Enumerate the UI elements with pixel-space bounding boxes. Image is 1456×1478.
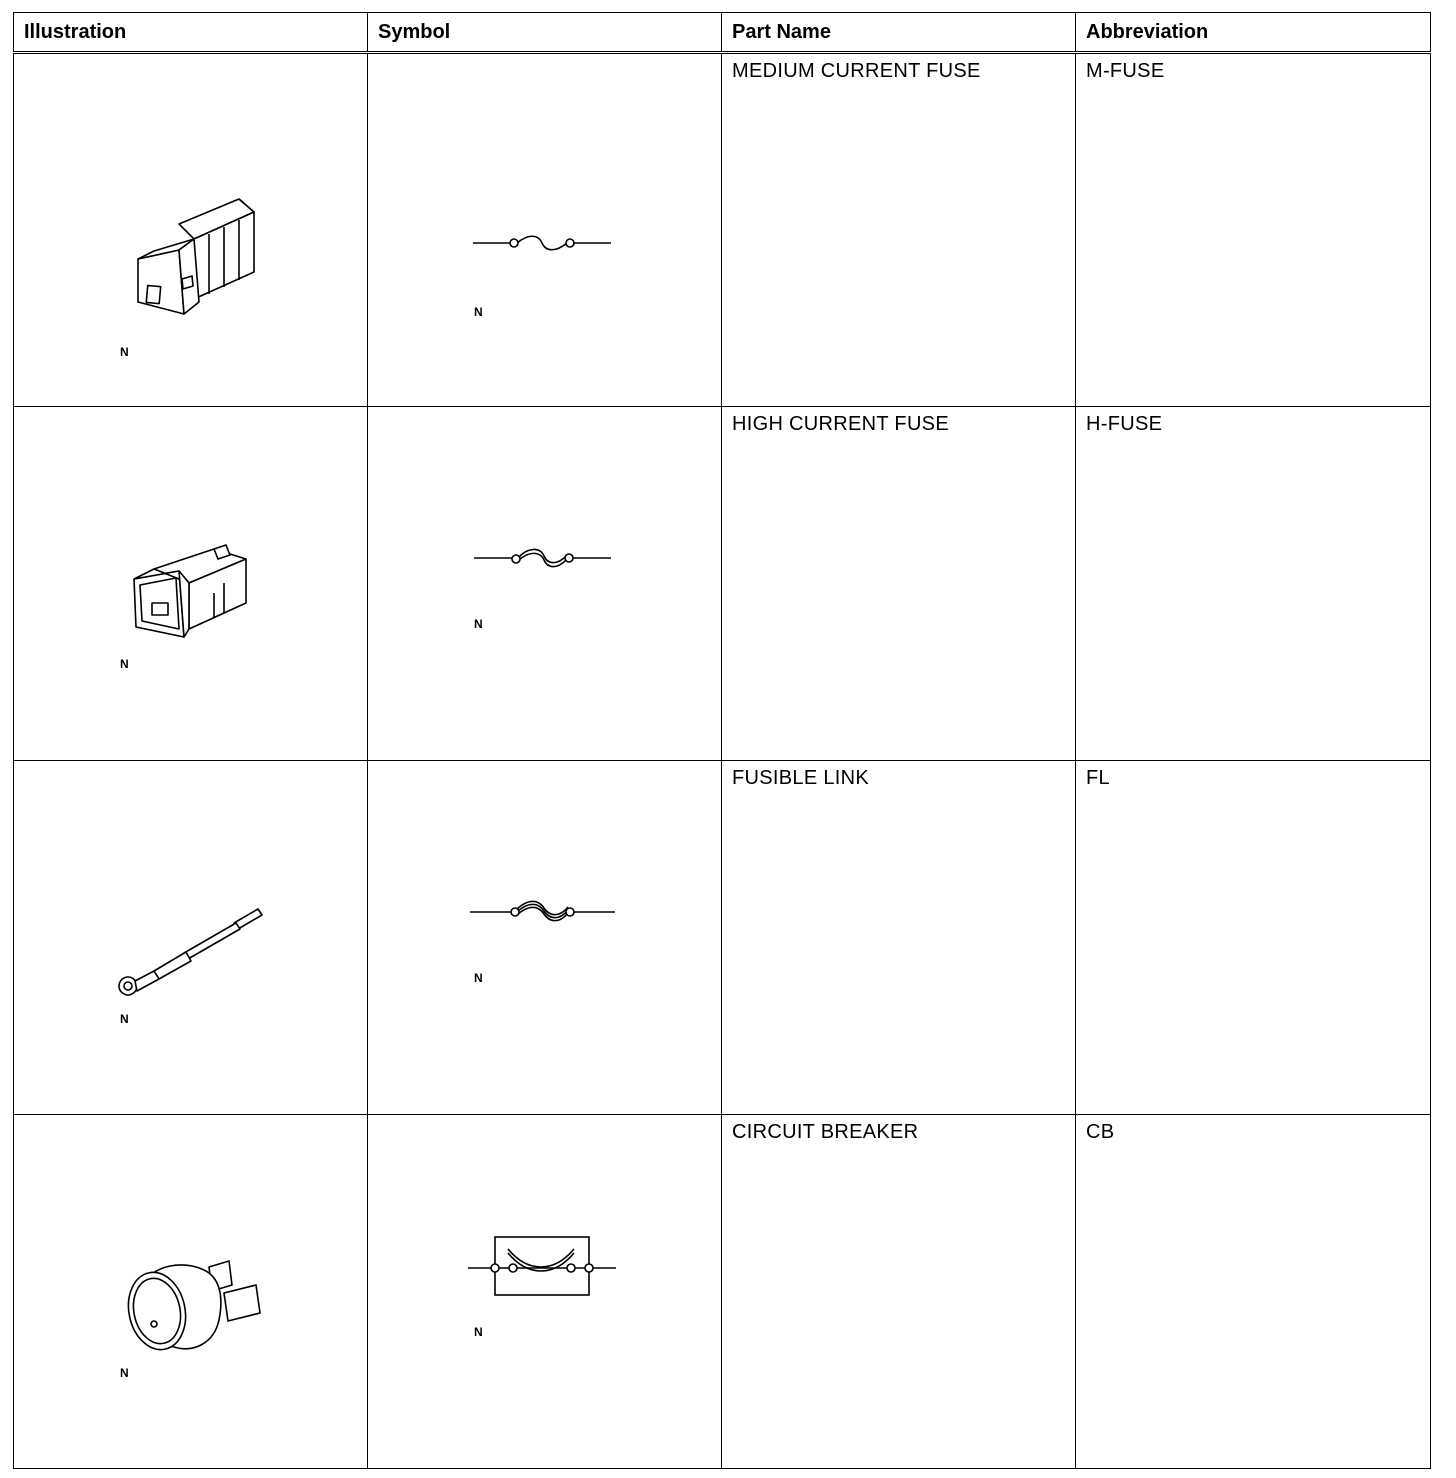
header-illustration: Illustration bbox=[14, 13, 368, 53]
illustration-cell bbox=[14, 1115, 368, 1469]
illustration-code: N bbox=[120, 657, 129, 671]
header-part-name: Part Name bbox=[722, 13, 1076, 53]
part-name: FUSIBLE LINK bbox=[732, 767, 869, 789]
symbol-code: N bbox=[474, 1325, 483, 1339]
part-name: HIGH CURRENT FUSE bbox=[732, 413, 949, 435]
part-name: CIRCUIT BREAKER bbox=[732, 1121, 919, 1143]
circuit-breaker-symbol-icon bbox=[368, 1115, 722, 1469]
abbreviation-cell bbox=[1076, 761, 1431, 1115]
fusible-link-symbol-icon bbox=[368, 761, 722, 1115]
abbreviation: FL bbox=[1086, 767, 1110, 789]
symbol-code: N bbox=[474, 617, 483, 631]
circuit-breaker-icon bbox=[14, 1115, 368, 1469]
table-row bbox=[14, 407, 1431, 761]
symbol-code: N bbox=[474, 971, 483, 985]
illustration-code: N bbox=[120, 1012, 129, 1026]
table-row bbox=[14, 53, 1431, 407]
medium-current-fuse-icon bbox=[14, 54, 368, 408]
high-current-fuse-symbol-icon bbox=[368, 407, 722, 761]
fuse-symbol-icon bbox=[368, 54, 722, 408]
part-name-cell bbox=[722, 53, 1076, 407]
header-symbol: Symbol bbox=[368, 13, 722, 53]
parts-table bbox=[13, 12, 1431, 1469]
high-current-fuse-icon bbox=[14, 407, 368, 761]
part-name: MEDIUM CURRENT FUSE bbox=[732, 60, 981, 82]
abbreviation: M-FUSE bbox=[1086, 60, 1165, 82]
table-row bbox=[14, 1115, 1431, 1469]
abbreviation: H-FUSE bbox=[1086, 413, 1163, 435]
part-name-cell bbox=[722, 761, 1076, 1115]
abbreviation-cell bbox=[1076, 407, 1431, 761]
abbreviation-cell bbox=[1076, 53, 1431, 407]
illustration-cell bbox=[14, 53, 368, 407]
symbol-cell bbox=[368, 761, 722, 1115]
header-abbreviation: Abbreviation bbox=[1076, 13, 1431, 53]
abbreviation-cell bbox=[1076, 1115, 1431, 1469]
header-row bbox=[14, 13, 1431, 53]
part-name-cell bbox=[722, 407, 1076, 761]
table-row bbox=[14, 761, 1431, 1115]
illustration-code: N bbox=[120, 1366, 129, 1380]
symbol-cell bbox=[368, 53, 722, 407]
symbol-cell bbox=[368, 407, 722, 761]
illustration-code: N bbox=[120, 345, 129, 359]
fusible-link-icon bbox=[14, 761, 368, 1115]
part-name-cell bbox=[722, 1115, 1076, 1469]
symbol-code: N bbox=[474, 305, 483, 319]
abbreviation: CB bbox=[1086, 1121, 1115, 1143]
symbol-cell bbox=[368, 1115, 722, 1469]
illustration-cell bbox=[14, 407, 368, 761]
illustration-cell bbox=[14, 761, 368, 1115]
